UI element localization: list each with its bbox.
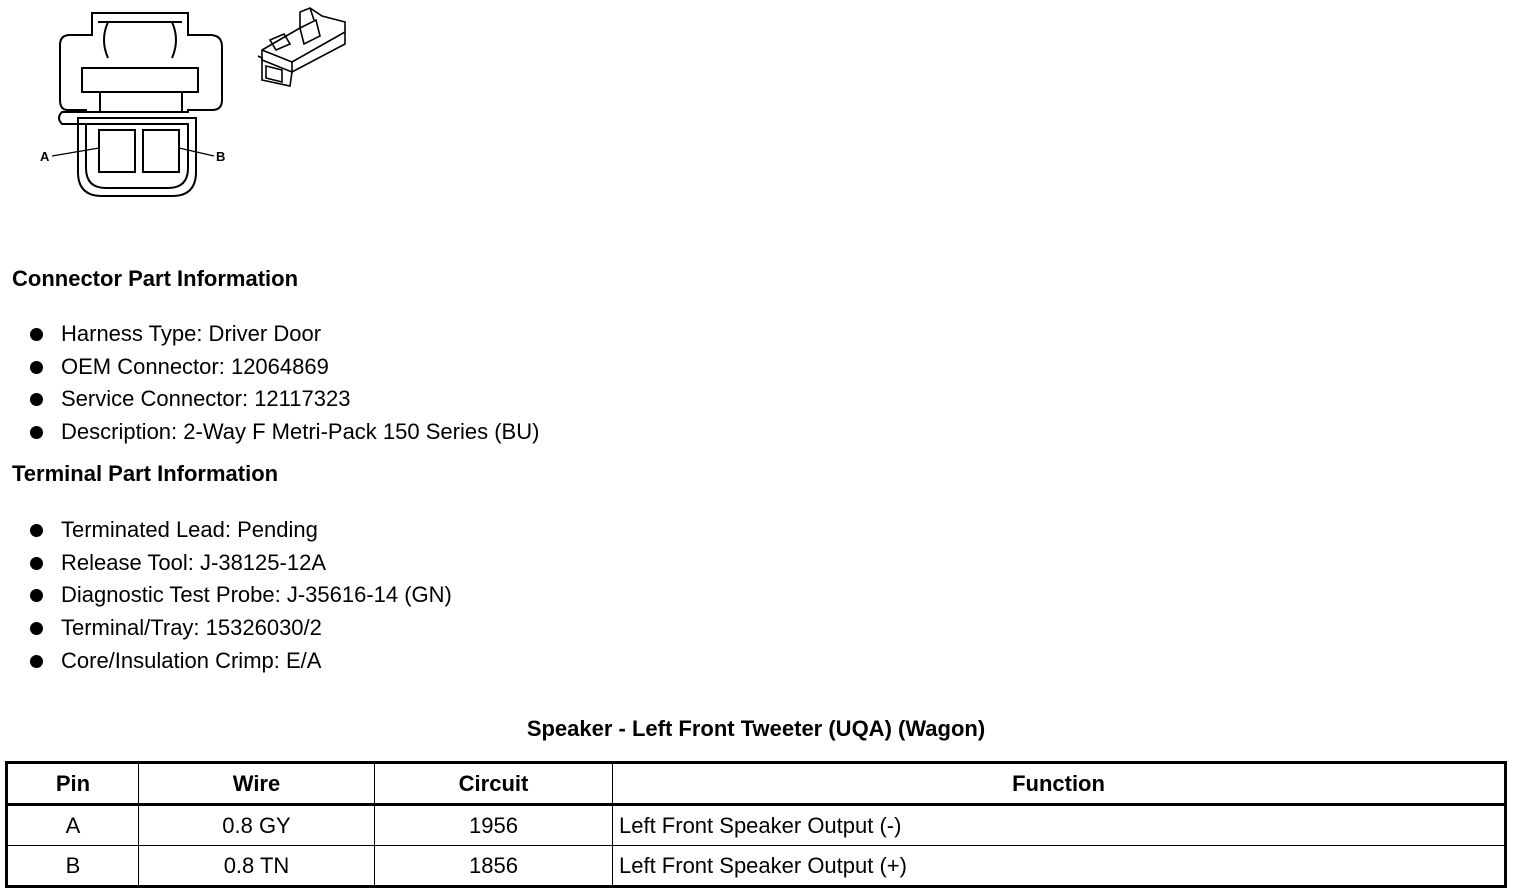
list-item-text: Terminated Lead: Pending — [61, 517, 318, 542]
pin-a-label: A — [40, 149, 50, 164]
list-item-text: Terminal/Tray: 15326030/2 — [61, 615, 322, 641]
list-item — [28, 647, 452, 680]
bullet-icon — [30, 589, 43, 602]
bullet-icon — [30, 557, 43, 570]
pin-table — [5, 761, 1507, 888]
cell-function: Left Front Speaker Output (-) — [613, 805, 1506, 846]
cell-wire: 0.8 GY — [139, 805, 375, 846]
bullet-icon — [30, 393, 43, 406]
list-item-text: Service Connector: 12117323 — [61, 386, 351, 412]
bullet-icon — [30, 524, 43, 537]
pin-table-title: Speaker - Left Front Tweeter (UQA) (Wagon) — [526, 716, 986, 741]
list-item — [28, 353, 539, 386]
bullet-icon — [30, 328, 43, 341]
bullet-icon — [30, 426, 43, 439]
pin-b-label: B — [216, 149, 226, 164]
connector-iso-view — [258, 8, 345, 86]
header-function: Function — [613, 763, 1506, 805]
table-header-row — [7, 763, 1506, 805]
cell-circuit: 1856 — [375, 846, 613, 887]
cell-wire: 0.8 TN — [139, 846, 375, 887]
list-item — [28, 385, 539, 418]
list-item-text: Harness Type: Driver Door — [61, 321, 322, 346]
terminal-info-list — [28, 516, 452, 679]
bullet-icon — [30, 361, 43, 374]
connector-info-title: Connector Part Information — [12, 266, 299, 291]
list-item-text: Description: 2-Way F Metri-Pack 150 Series (BU) — [61, 419, 540, 445]
bullet-icon — [30, 622, 43, 635]
list-item — [28, 320, 539, 353]
cell-pin: A — [7, 805, 139, 846]
list-item-text: Diagnostic Test Probe: J-35616-14 (GN) — [61, 582, 452, 608]
table-row — [7, 805, 1506, 846]
cavity-b — [143, 130, 179, 172]
cell-pin: B — [7, 846, 139, 887]
list-item-text: OEM Connector: 12064869 — [61, 353, 329, 379]
header-wire: Wire — [139, 763, 375, 805]
list-item — [28, 516, 452, 549]
list-item-text: Core/Insulation Crimp: E/A — [61, 647, 322, 673]
connector-face-view — [52, 13, 222, 196]
list-item — [28, 418, 539, 451]
terminal-info-title: Terminal Part Information — [12, 461, 279, 486]
list-item — [28, 549, 452, 582]
cell-function: Left Front Speaker Output (+) — [613, 846, 1506, 887]
connector-info-list — [28, 320, 539, 451]
bullet-icon — [30, 655, 43, 668]
list-item-text: Release Tool: J-38125-12A — [61, 549, 326, 575]
list-item — [28, 614, 452, 647]
cavity-a — [99, 130, 135, 172]
cell-circuit: 1956 — [375, 805, 613, 846]
list-item — [28, 581, 452, 614]
table-row — [7, 846, 1506, 887]
header-circuit: Circuit — [375, 763, 613, 805]
header-pin: Pin — [7, 763, 139, 805]
connector-diagram — [0, 0, 400, 220]
